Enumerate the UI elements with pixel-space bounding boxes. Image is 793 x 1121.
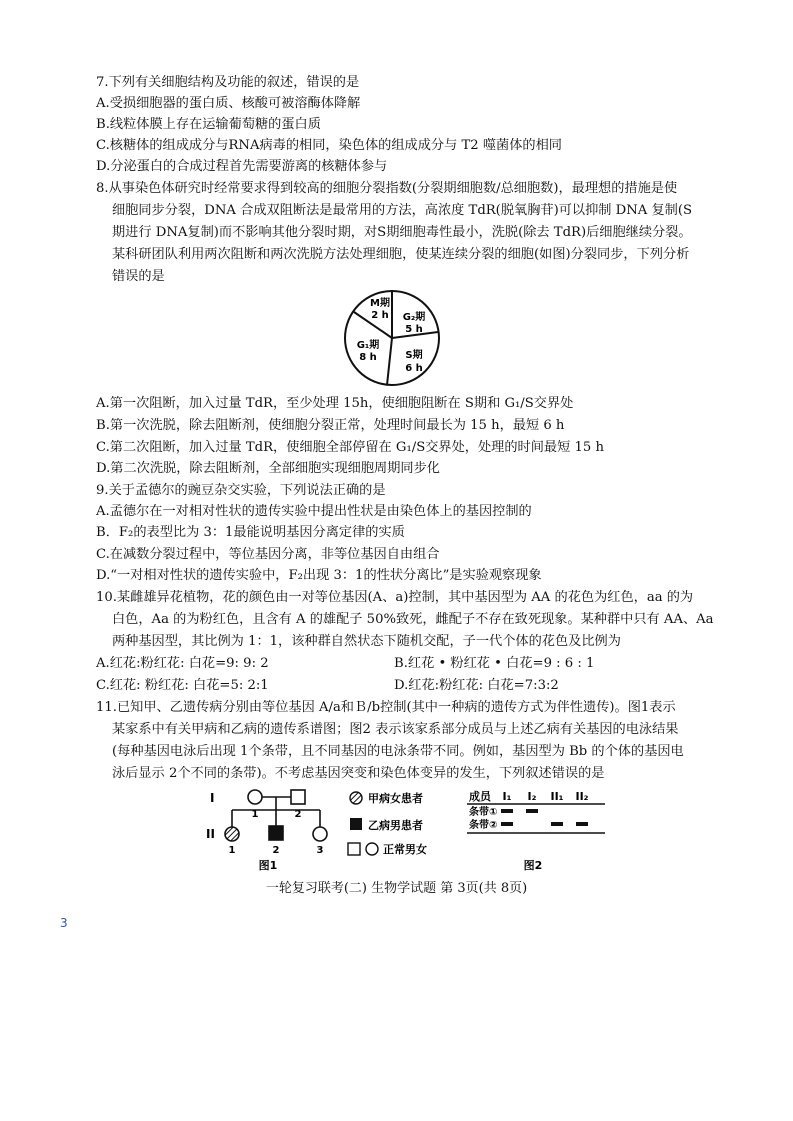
ii2-disease-b-male bbox=[269, 826, 283, 840]
col-ii1: II₁ bbox=[550, 790, 564, 803]
q11-stem-line-4: 泳后显示 2个不同的条带)。不考虑基因突变和染色体变异的发生，下列叙述错误的是 bbox=[112, 766, 605, 781]
legend-normal-male-symbol bbox=[348, 843, 360, 855]
q8-stem-line-1: 8.从事染色体研究时经常要求得到较高的细胞分裂指数(分裂期细胞数/总细胞数)，最理想的措施是使 bbox=[96, 181, 678, 196]
band-1-i2 bbox=[526, 809, 538, 813]
q10-option-c: C.红花: 粉红花: 白花=5: 2:1 bbox=[96, 678, 269, 693]
q7-option-c: C.核糖体的组成成分与RNA病毒的相同，染色体的组成成分与 T2 噬菌体的相同 bbox=[96, 138, 562, 153]
band-2-label: 条带② bbox=[469, 820, 498, 831]
col-i2: I₂ bbox=[527, 790, 537, 803]
g1-phase-time: 8 h bbox=[359, 352, 377, 363]
col-i1: I₁ bbox=[502, 790, 512, 803]
q10-stem-line-3: 两种基因型，其比例为 1：1，该种群自然状态下随机交配，子一代个体的花色及比例为 bbox=[112, 634, 621, 649]
q11-stem-line-1: 11.已知甲、乙遗传病分别由等位基因 A/a和Ｂ/b控制(其中一种病的遗传方式为伴性遗传)。图1表示 bbox=[96, 700, 676, 715]
q11-stem-line-2: 某家系中有关甲病和乙病的遗传系谱图；图2 表示该家系部分成员与上述乙病有关基因的电泳结果 bbox=[112, 722, 679, 737]
cell-cycle-figure bbox=[342, 284, 442, 394]
q7-stem: 7.下列有关细胞结构及功能的叙述，错误的是 bbox=[96, 75, 360, 90]
q10-stem-line-2: 白色，Aa 的为粉红色，且含有 A 的雄配子 50%致死，雌配子不存在致死现象。某种群中只有 AA、Aa bbox=[112, 612, 714, 627]
i1-number: 1 bbox=[251, 809, 259, 820]
generation-2-label: II bbox=[206, 827, 215, 841]
q9-stem: 9.关于孟德尔的豌豆杂交实验，下列说法正确的是 bbox=[96, 483, 386, 498]
legend-disease-a-female: 甲病女患者 bbox=[368, 792, 423, 805]
i1-normal-female bbox=[248, 790, 262, 804]
col-ii2: II₂ bbox=[575, 790, 589, 803]
s-phase-time: 6 h bbox=[405, 363, 423, 374]
g2-phase-time: 5 h bbox=[405, 324, 423, 335]
band-1-i1 bbox=[501, 809, 513, 813]
g2-phase-label: G₂期 bbox=[402, 312, 426, 323]
q9-option-c: C.在减数分裂过程中，等位基因分离，非等位基因自由组合 bbox=[96, 547, 440, 562]
q8-option-c: C.第二次阻断，加入过量 TdR，使细胞全部停留在 G₁/S交界处，处理的时间最短 15 h bbox=[96, 440, 604, 455]
ii1-number: 1 bbox=[228, 845, 236, 856]
i2-number: 2 bbox=[294, 809, 302, 820]
legend-normal-female-symbol bbox=[366, 843, 378, 855]
ii2-number: 2 bbox=[272, 845, 280, 856]
m-phase-time: 2 h bbox=[371, 310, 389, 321]
q8-option-d: D.第二次洗脱，除去阻断剂，全部细胞实现细胞周期同步化 bbox=[96, 461, 440, 476]
g1-phase-label: G₁期 bbox=[356, 340, 380, 351]
ii3-normal-female bbox=[313, 827, 327, 841]
q8-stem-line-3: 期进行 DNA复制)而不影响其他分裂时期，对S期细胞毒性最小，洗脱(除去 TdR)后细胞继续分裂。 bbox=[112, 225, 692, 240]
legend-normal: 正常男女 bbox=[383, 843, 427, 856]
q10-stem-line-1: 10.某雌雄异花植物，花的颜色由一对等位基因(A、a)控制，其中基因型为 AA 的花色为红色，aa 的为 bbox=[96, 590, 694, 605]
q11-stem-line-3: (每种基因电泳后出现 1个条带，且不同基因的电泳条带不同。例如，基因型为 Bb 的个体的基因电 bbox=[112, 744, 684, 759]
electrophoresis-figure bbox=[465, 786, 615, 874]
page-footer: 一轮复习联考(二) 生物学试题 第 3页(共 8页) bbox=[265, 881, 528, 896]
band-2-ii1 bbox=[551, 822, 563, 826]
i2-normal-male bbox=[291, 790, 305, 804]
header-member: 成员 bbox=[469, 790, 491, 803]
figure-1-caption: 图1 bbox=[258, 859, 278, 872]
ii1-disease-a-female bbox=[225, 827, 239, 841]
q10-option-a: A.红花:粉红花: 白花=9: 9: 2 bbox=[96, 656, 269, 671]
q8-option-b: B.第一次洗脱，除去阻断剂，使细胞分裂正常，处理时间最长为 15 h，最短 6 h bbox=[96, 418, 565, 433]
q7-option-a: A.受损细胞器的蛋白质、核酸可被溶酶体降解 bbox=[96, 96, 361, 111]
s-phase-label: S期 bbox=[405, 350, 423, 361]
q10-option-d: D.红花:粉红花: 白花=7:3:2 bbox=[394, 678, 559, 693]
m-phase-label: M期 bbox=[370, 298, 390, 309]
ii3-number: 3 bbox=[316, 845, 324, 856]
legend-disease-b-male-symbol bbox=[350, 818, 362, 830]
band-1-label: 条带① bbox=[469, 807, 498, 818]
page-number: 3 bbox=[60, 916, 68, 930]
q8-stem-line-4: 某科研团队利用两次阻断和两次洗脱方法处理细胞，使某连续分裂的细胞(如图)分裂同步，下列分析 bbox=[112, 247, 690, 262]
q9-option-d: D.“一对相对性状的遗传实验中，F₂出现 3：1的性状分离比”是实验观察现象 bbox=[96, 568, 542, 583]
q7-option-b: B.线粒体膜上存在运输葡萄糖的蛋白质 bbox=[96, 117, 321, 132]
band-2-i1 bbox=[501, 822, 513, 826]
q10-option-b: B.红花 • 粉红花 • 白花=9 : 6 : 1 bbox=[394, 656, 595, 671]
pedigree-figure bbox=[200, 786, 450, 874]
q9-option-b: B．F₂的表型比为 3：1最能说明基因分离定律的实质 bbox=[96, 525, 405, 540]
figure-2-caption: 图2 bbox=[523, 859, 543, 872]
q8-stem-line-2: 细胞同步分裂，DNA 合成双阻断法是最常用的方法，高浓度 TdR(脱氧胸苷)可以抑制 DNA 复制(S bbox=[112, 203, 693, 218]
q8-option-a: A.第一次阻断，加入过量 TdR，至少处理 15h，使细胞阻断在 S期和 G₁/S交界处 bbox=[96, 396, 574, 411]
band-2-ii2 bbox=[576, 822, 588, 826]
q9-option-a: A.孟德尔在一对相对性状的遗传实验中提出性状是由染色体上的基因控制的 bbox=[96, 504, 532, 519]
legend-disease-a-female-symbol bbox=[350, 792, 362, 804]
q8-stem-line-5: 错误的是 bbox=[112, 269, 165, 284]
q7-option-d: D.分泌蛋白的合成过程首先需要游离的核糖体参与 bbox=[96, 159, 388, 174]
legend-disease-b-male: 乙病男患者 bbox=[368, 819, 423, 832]
generation-1-label: I bbox=[210, 791, 215, 805]
